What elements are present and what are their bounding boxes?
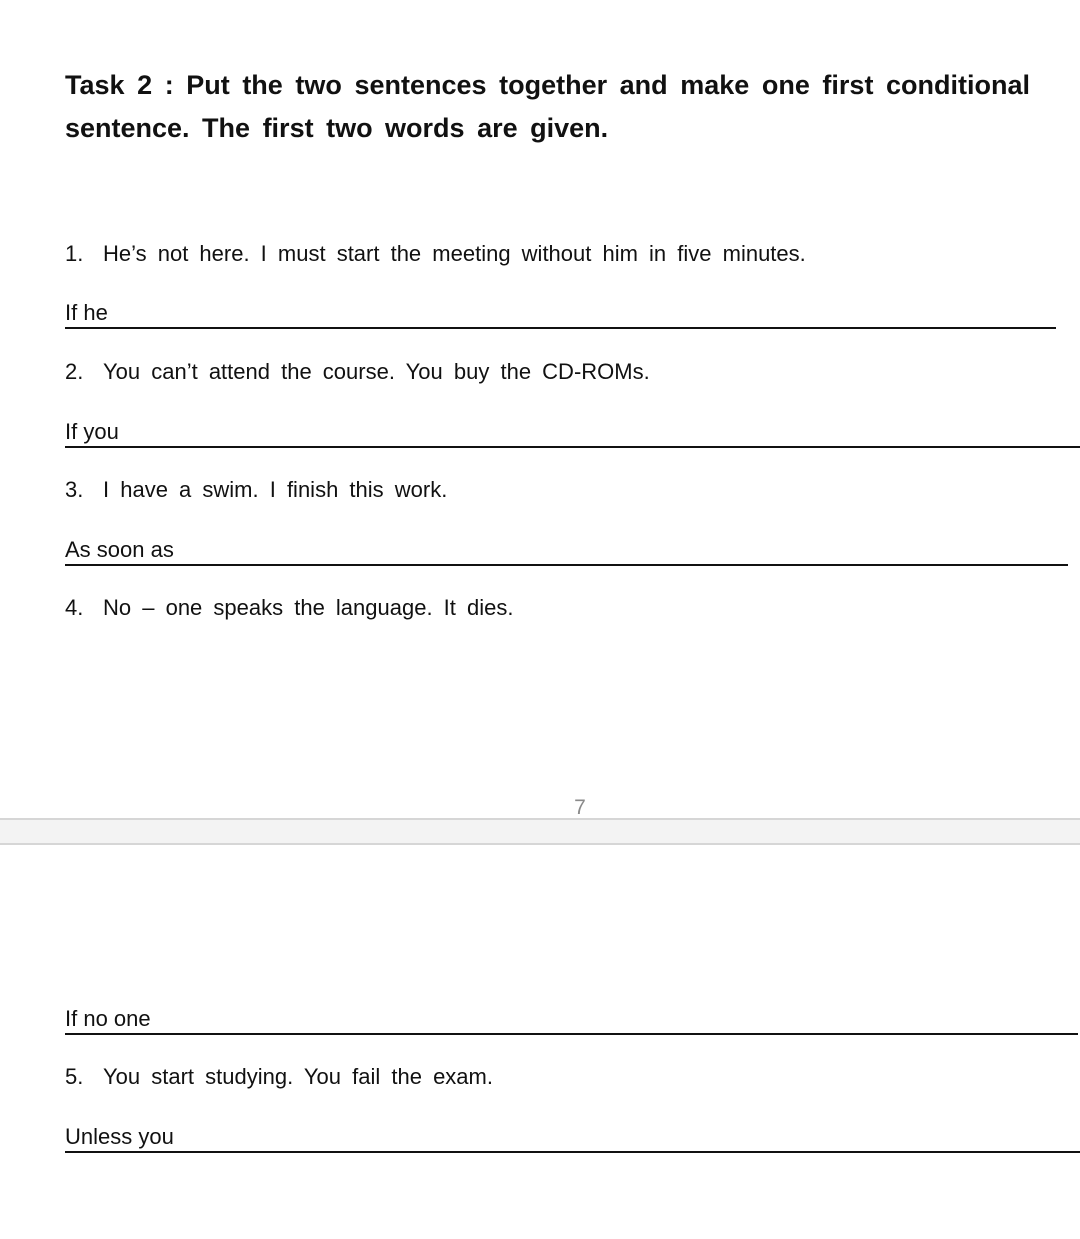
- question-number: 4.: [65, 595, 84, 620]
- answer-line-4[interactable]: [65, 1005, 1078, 1035]
- answer-prompt: If no one: [65, 1006, 151, 1031]
- answer-line-5[interactable]: [65, 1123, 1080, 1153]
- question-4: [65, 595, 513, 621]
- question-5: [65, 1064, 493, 1090]
- task-title: Task 2 : Put the two sentences together and make one first conditional sentence. The first two words are given.: [65, 70, 1030, 143]
- page-number: 7: [574, 796, 586, 819]
- question-number: 3.: [65, 477, 84, 502]
- question-text: You can’t attend the course. You buy the CD-ROMs.: [103, 359, 650, 384]
- question-2: [65, 359, 650, 385]
- answer-prompt: Unless you: [65, 1124, 174, 1149]
- question-number: 2.: [65, 359, 84, 384]
- question-1: [65, 241, 806, 267]
- page-break: [0, 818, 1080, 845]
- answer-prompt: If he: [65, 300, 108, 325]
- question-text: He’s not here. I must start the meeting without him in five minutes.: [103, 241, 806, 266]
- question-text: No – one speaks the language. It dies.: [103, 595, 514, 620]
- answer-prompt: As soon as: [65, 537, 174, 562]
- answer-line-2[interactable]: [65, 418, 1080, 448]
- answer-line-3[interactable]: [65, 536, 1068, 566]
- document-page-8: [0, 845, 1080, 1239]
- answer-prompt: If you: [65, 419, 119, 444]
- question-text: I have a swim. I finish this work.: [103, 477, 448, 502]
- question-text: You start studying. You fail the exam.: [103, 1064, 493, 1089]
- question-number: 5.: [65, 1064, 84, 1089]
- answer-line-1[interactable]: [65, 299, 1056, 329]
- question-3: [65, 477, 447, 503]
- question-number: 1.: [65, 241, 84, 266]
